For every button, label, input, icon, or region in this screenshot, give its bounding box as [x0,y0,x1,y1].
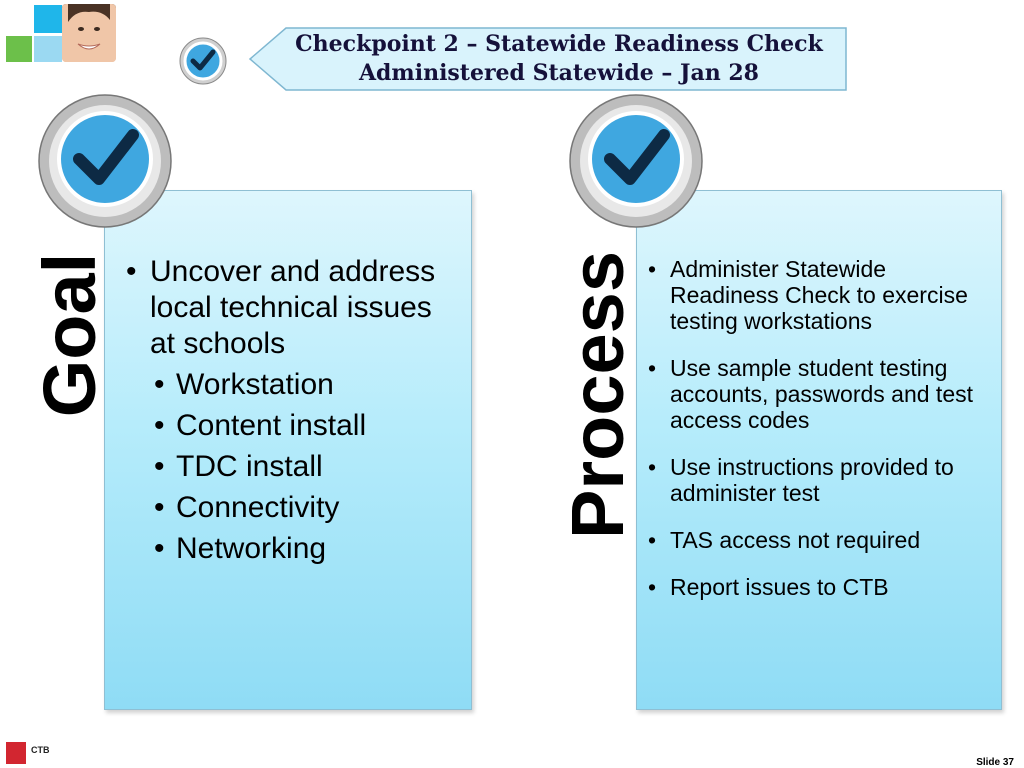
logo-square-green [6,36,32,62]
goal-sub-text: Content install [176,409,367,442]
goal-label: Goal [28,252,111,418]
footer-brand: CTB [31,745,50,755]
list-item [642,256,992,334]
bullet: • [154,450,165,483]
process-bullet-text: Administer Statewide Readiness Check to exercise testing workstations [670,256,968,334]
list-item [150,487,460,528]
bullet: • [154,491,165,524]
list-item [642,527,992,553]
check-icon [37,93,173,229]
process-bullet-text: Use instructions provided to administer test [670,454,954,506]
check-icon [568,93,704,229]
process-label: Process [556,251,639,539]
banner-line-1: Checkpoint 2 – Statewide Readiness Check [295,31,823,57]
bullet: • [648,355,657,381]
bullet: • [126,255,137,288]
goal-sub-text: Workstation [176,368,334,401]
goal-bullet-text: Uncover and address local technical issues at schools [150,255,436,360]
logo-square-light-blue [34,36,62,62]
list-item [150,405,460,446]
list-item [642,355,992,433]
goal-sub-list [150,364,460,569]
bullet: • [154,532,165,565]
bullet: • [154,409,165,442]
list-item [642,574,992,600]
list-item [642,454,992,506]
bullet: • [648,454,657,480]
goal-list [120,254,460,569]
process-bullet-text: Use sample student testing accounts, passwords and test access codes [670,355,973,433]
bullet: • [648,256,657,282]
logo-square-blue [34,5,62,33]
bullet: • [154,368,165,401]
goal-sub-text: Networking [176,532,327,565]
list-item [120,254,460,569]
check-icon [179,37,227,85]
process-bullet-text: TAS access not required [670,527,921,553]
avatar [62,4,116,62]
slide-number: Slide 37 [976,757,1014,768]
bullet: • [648,574,657,600]
banner-line-2: Administered Statewide – Jan 28 [358,60,759,86]
list-item [150,364,460,405]
publisher-logo [6,742,26,764]
goal-sub-text: Connectivity [176,491,340,524]
list-item [150,446,460,487]
title-banner [248,26,850,94]
bullet: • [648,527,657,553]
process-list [642,256,992,621]
process-bullet-text: Report issues to CTB [670,574,889,600]
goal-sub-text: TDC install [176,450,323,483]
list-item [150,528,460,569]
